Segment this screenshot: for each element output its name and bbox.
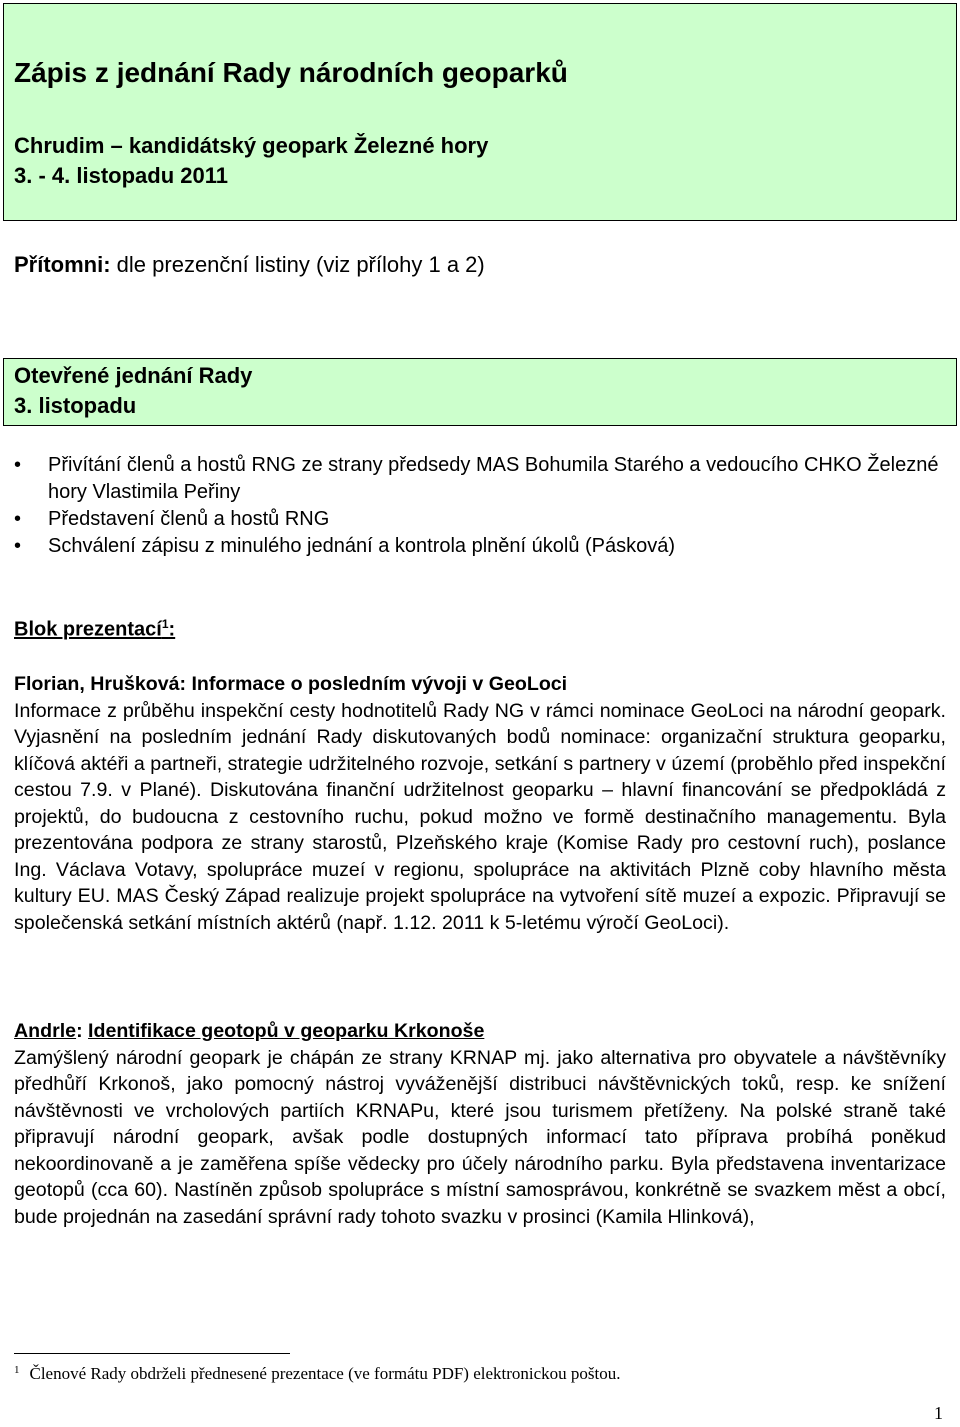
footnote-ref[interactable]: 1	[161, 617, 169, 631]
presentations-heading	[14, 617, 175, 642]
footnote	[14, 1364, 621, 1384]
open-session-title: Otevřené jednání Rady	[14, 363, 253, 388]
document-title: Zápis z jednání Rady národních geoparků	[14, 57, 568, 88]
section-body: Zamýšlený národní geopark je chápán ze strany KRNAP mj. jako alternativa pro obyvatele a návštěvníky předhůří Krkonoš, jako pomocný nástroj vyváženější distribuci návštěvnických toků, resp. ke snížení návštěvnosti ve vrcholových partiích KRNAPu, které jsou turismem přetíženy. Na polské straně také připravují národní geopark, avšak podle dostupných informací tato příprava probíhá poněkud nekoordinovaně a je zaměřena spíše vědecky pro účely národního parku. Byla představena inventarizace geotopů (cca 60). Nastíněn způsob spolupráce s místní samosprávou, konkrétně se svazkem měst a obcí, bude projednán na zasedání správní rady tohoto svazku v prosinci (Kamila Hlinková),	[14, 1046, 946, 1228]
footnote-text: Členové Rady obdrželi přednesené prezentace (ve formátu PDF) elektronickou poštou.	[29, 1364, 621, 1383]
open-session-date: 3. listopadu	[14, 393, 137, 418]
section-heading: Florian, Hrušková: Informace o posledním vývoji v GeoLoci	[14, 673, 568, 695]
section-speaker: Andrle	[14, 1020, 77, 1042]
section-topic: Identifikace geotopů v geoparku Krkonoše	[88, 1020, 485, 1042]
presentations-heading-label: Blok prezentací	[14, 618, 162, 641]
agenda-item: • Představení členů a hostů RNG	[14, 506, 949, 533]
section-heading: Andrle: Identifikace geotopů v geoparku Krkonoše	[14, 1020, 485, 1042]
attendance-label: Přítomni:	[14, 252, 111, 277]
attendance-text: dle prezenční listiny (viz přílohy 1 a 2)	[110, 252, 485, 277]
meeting-dates: 3. - 4. listopadu 2011	[14, 163, 228, 188]
section-speaker: Florian, Hrušková	[14, 673, 180, 695]
meeting-location: Chrudim – kandidátský geopark Železné hory	[14, 133, 489, 158]
agenda-item: • Schválení zápisu z minulého jednání a kontrola plnění úkolů (Pásková)	[14, 533, 949, 560]
footnote-separator	[14, 1353, 290, 1354]
agenda-item: • Přivítání členů a hostů RNG ze strany předsedy MAS Bohumila Starého a vedoucího CHKO Železné hory Vlastimila Peřiny	[14, 452, 949, 506]
section-topic: Informace o posledním vývoji v GeoLoci	[191, 673, 568, 695]
presentation-section	[14, 671, 946, 936]
agenda-list	[14, 452, 949, 560]
attendance-line	[14, 252, 485, 278]
presentation-section	[14, 1018, 946, 1230]
page-number: 1	[934, 1403, 943, 1423]
footnote-mark: 1	[14, 1364, 20, 1376]
section-body: Informace z průběhu inspekční cesty hodnotitelů Rady NG v rámci nominace GeoLoci na národní geopark. Vyjasnění na posledním jednání Rady diskutovaných bodů nominace: organizační struktura geoparku, klíčová aktéři a partneři, strategie udržitelného rozvoje, setkání s partnery v území (proběhlo před inspekční cestou 7.9. v Plané). Diskutována finanční udržitelnost geoparku – hlavní financování se předpokládá z projektů, do budoucna z cestovního ruchu, pokud možno ve formě destinačního managementu. Byla prezentována podpora ze strany starostů, Plzeňského kraje (Komise Rady pro cestovní ruch), poslance Ing. Václava Votavy, spolupráce muzeí v regionu, spolupráce na aktivitách Plzně coby hlavního města kultury EU. MAS Český Západ realizuje projekt spolupráce na vytvoření sítě muzeí a expozic. Připravují se společenská setkání místních aktérů (např. 1.12. 2011 k 5-letému výročí GeoLoci).	[14, 699, 946, 934]
presentations-heading-colon: :	[168, 618, 176, 641]
